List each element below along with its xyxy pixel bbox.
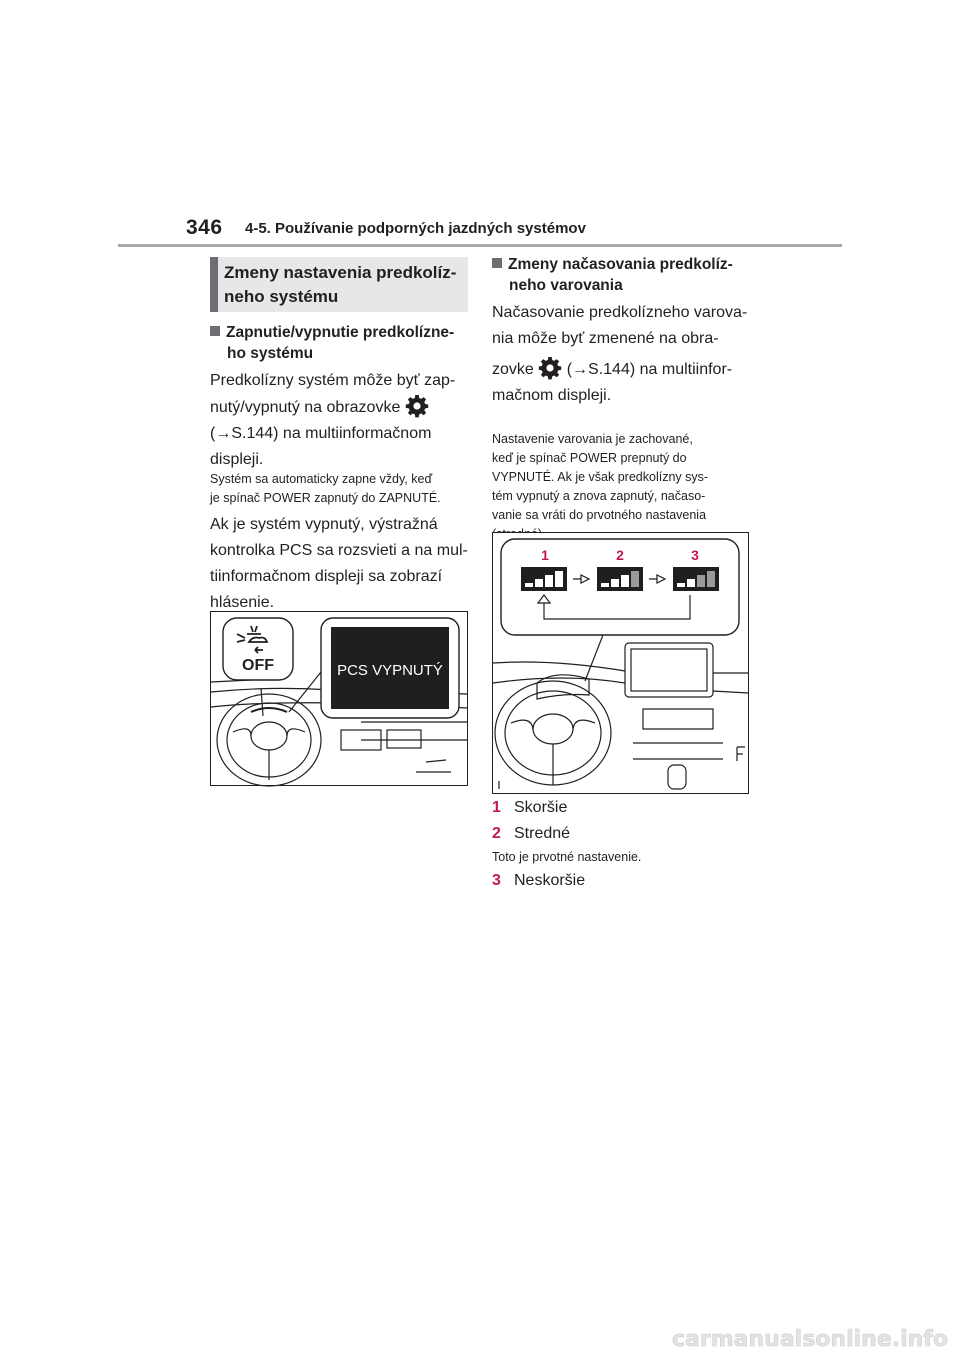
- text-line: Systém sa automaticky zapne vždy, keď: [210, 472, 433, 486]
- text-line: displeji.: [210, 451, 264, 468]
- text-line: nutý/vypnutý na obrazovke: [210, 394, 472, 421]
- text-line: hlásenie.: [210, 594, 275, 611]
- subheading-line2: ho systému: [227, 345, 314, 362]
- text-line: (→S.144) na multiinformačnom: [210, 425, 432, 442]
- text-line: tém vypnutý a znova zapnutý, načaso-: [492, 489, 706, 503]
- subheading-warning-timing: [492, 254, 754, 296]
- illustration-warning-timing: [492, 532, 749, 794]
- legend-item-1: [492, 796, 567, 820]
- legend-number: 1: [492, 799, 501, 816]
- gear-icon: [405, 394, 429, 418]
- text-line: mačnom displeji.: [492, 387, 612, 404]
- section-heading-line2: neho systému: [224, 287, 339, 306]
- subheading-line2: neho varovania: [509, 277, 623, 294]
- text-line: Nastavenie varovania je zachované,: [492, 432, 693, 446]
- legend-text: Skoršie: [514, 799, 568, 816]
- legend-item-3: [492, 869, 585, 893]
- legend-text: Stredné: [514, 825, 571, 842]
- subheading-line1: Zapnutie/vypnutie predkolízne-: [226, 324, 455, 341]
- timing-label-3: 3: [691, 547, 699, 563]
- display-message: PCS VYPNUTÝ: [337, 662, 443, 679]
- watermark-text: carmanualsonline.info: [672, 1327, 948, 1352]
- header-divider: [118, 244, 842, 247]
- paragraph-toggle-info: [210, 368, 472, 473]
- timing-label-1: 1: [541, 547, 549, 563]
- timing-indicator-early: [521, 567, 567, 591]
- timing-indicator-middle: [597, 567, 643, 591]
- subheading-pcs-toggle: [210, 322, 470, 364]
- note-setting-retained: [492, 430, 754, 544]
- subheading-line1: Zmeny načasovania predkolíz-: [508, 256, 733, 273]
- timing-indicator-late: [673, 567, 719, 591]
- text-line: Predkolízny systém môže byť zap-: [210, 372, 456, 389]
- text-line: zovke (→S.144) na multiinfor-: [492, 356, 754, 383]
- timing-label-2: 2: [616, 547, 624, 563]
- paragraph-warning-light: [210, 512, 472, 616]
- timing-drawing: [493, 533, 748, 793]
- text-line: Načasovanie predkolízneho varova-: [492, 304, 748, 321]
- legend-text: Neskoršie: [514, 872, 586, 889]
- text-line: keď je spínač POWER prepnutý do: [492, 451, 687, 465]
- legend-item-2: [492, 822, 570, 846]
- text-line: je spínač POWER zapnutý do ZAPNUTÉ.: [210, 491, 441, 505]
- bullet-square-icon: [210, 326, 220, 336]
- legend-number: 3: [492, 872, 501, 889]
- illustration-pcs-off: [210, 611, 468, 786]
- text-line: vanie sa vráti do prvotného nastavenia: [492, 508, 707, 522]
- gear-icon: [538, 356, 562, 380]
- note-auto-on: [210, 470, 472, 508]
- cabin-drawing: [493, 635, 748, 789]
- text-line: kontrolka PCS sa rozsvieti a na mul-: [210, 542, 468, 559]
- legend-number: 2: [492, 825, 501, 842]
- text-line: VYPNUTÉ. Ak je však predkolízny sys-: [492, 470, 709, 484]
- text-line: tiinformačnom displeji sa zobrazí: [210, 568, 443, 585]
- text-line: nia môže byť zmenené na obra-: [492, 330, 719, 347]
- page-number: 346: [186, 216, 223, 239]
- bullet-square-icon: [492, 258, 502, 268]
- chapter-title: 4-5. Používanie podporných jazdných systémov: [245, 220, 586, 237]
- section-heading-line1: Zmeny nastavenia predkolíz-: [224, 263, 457, 282]
- watermark-logo: [672, 1318, 950, 1354]
- dashboard-drawing: [211, 612, 467, 785]
- off-label: OFF: [242, 657, 274, 674]
- paragraph-timing-info: [492, 300, 754, 409]
- section-heading: [210, 257, 468, 312]
- legend-note-default: Toto je prvotné nastavenie.: [492, 850, 642, 864]
- text-line: Ak je systém vypnutý, výstražná: [210, 516, 438, 533]
